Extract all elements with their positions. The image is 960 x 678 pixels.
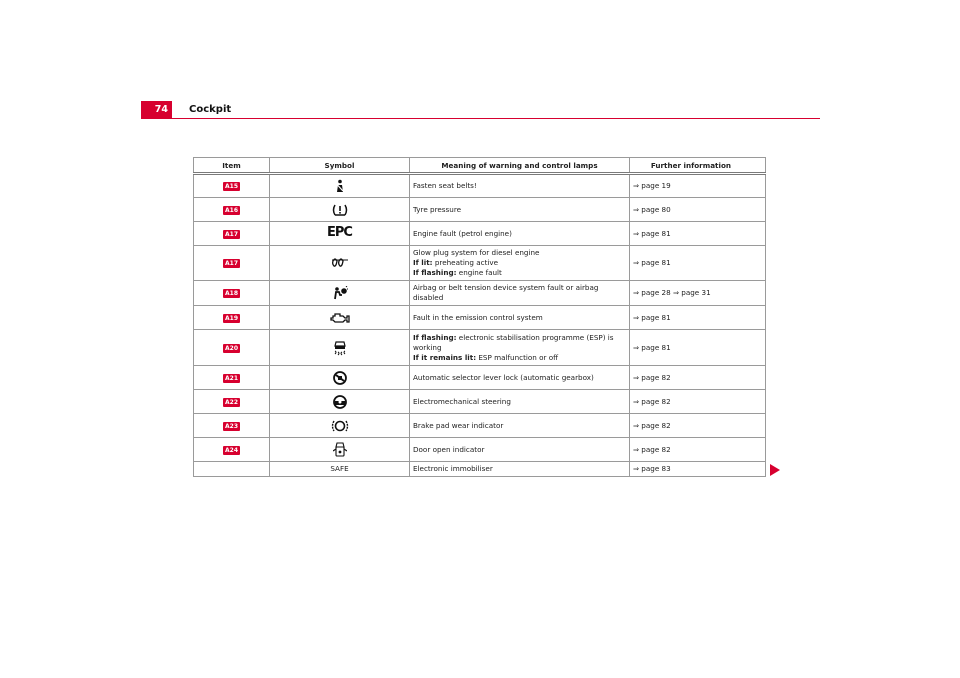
- page-reference[interactable]: ⇒ page 82: [630, 390, 766, 414]
- epc-icon: EPC: [327, 225, 352, 240]
- item-empty: [194, 462, 270, 477]
- meaning-text: Brake pad wear indicator: [410, 414, 630, 438]
- column-header-item: Item: [194, 158, 270, 174]
- table-row: [194, 414, 766, 438]
- column-header-symbol: Symbol: [270, 158, 410, 174]
- item-tag: A19: [225, 314, 238, 322]
- item-tag: A17: [225, 260, 238, 267]
- condition-text: engine fault: [456, 268, 502, 277]
- item-tag: A16: [225, 206, 238, 214]
- next-page-arrow-icon[interactable]: [770, 464, 780, 476]
- meaning-text: Fasten seat belts!: [410, 174, 630, 198]
- table-header-row: [194, 158, 766, 174]
- selector-lever-lock-icon: [273, 371, 406, 385]
- tyre-pressure-icon: [273, 203, 406, 217]
- meaning-text: Engine fault (petrol engine): [410, 222, 630, 246]
- table-row: [194, 462, 766, 477]
- meaning-line: Glow plug system for diesel engine: [413, 248, 540, 257]
- page-header: [141, 101, 820, 118]
- page-reference[interactable]: ⇒ page 81: [630, 330, 766, 366]
- condition-text: preheating active: [432, 258, 499, 267]
- meaning-text: Automatic selector lever lock (automatic gearbox): [410, 366, 630, 390]
- item-tag: A17: [225, 230, 238, 238]
- page-reference[interactable]: ⇒ page 82: [630, 414, 766, 438]
- header-divider: [141, 118, 820, 119]
- condition-label: If it remains lit:: [413, 352, 477, 362]
- page-reference[interactable]: ⇒ page 28 ⇒ page 31: [630, 281, 766, 306]
- table-row: [194, 390, 766, 414]
- condition-label: If flashing:: [413, 332, 457, 342]
- engine-emission-icon: [273, 312, 406, 324]
- meaning-text: Fault in the emission control system: [410, 306, 630, 330]
- page-reference[interactable]: ⇒ page 19: [630, 174, 766, 198]
- condition-text: ESP malfunction or off: [476, 352, 559, 362]
- item-tag: A15: [225, 183, 238, 190]
- item-tag: A20: [225, 344, 238, 352]
- glow-plug-icon: [273, 258, 406, 268]
- item-tag: A22: [225, 398, 238, 406]
- table-row: [194, 330, 766, 366]
- page-reference[interactable]: ⇒ page 81: [630, 246, 766, 281]
- airbag-icon: [273, 286, 406, 300]
- seatbelt-icon: [273, 179, 406, 193]
- chapter-title: Cockpit: [189, 104, 232, 115]
- page-reference[interactable]: ⇒ page 81: [630, 306, 766, 330]
- esp-icon: [273, 340, 406, 356]
- table-row: [194, 222, 766, 246]
- condition-text: electronic stabilisation programme (ESP) is working: [413, 332, 614, 352]
- meaning-text: [410, 330, 630, 366]
- meaning-text: Door open indicator: [410, 438, 630, 462]
- item-tag: A21: [225, 374, 238, 382]
- page-reference[interactable]: ⇒ page 83: [630, 462, 766, 477]
- meaning-text: Electronic immobiliser: [410, 462, 630, 477]
- meaning-text: Electromechanical steering: [410, 390, 630, 414]
- page-reference[interactable]: ⇒ page 81: [630, 222, 766, 246]
- brake-pad-icon: [273, 419, 406, 433]
- safe-symbol-text: SAFE: [330, 464, 349, 473]
- door-open-icon: [273, 442, 406, 458]
- item-tag: A23: [225, 422, 238, 430]
- meaning-text: Tyre pressure: [410, 198, 630, 222]
- table-row: [194, 246, 766, 281]
- page-number: 74: [141, 101, 172, 118]
- condition-label: If flashing:: [413, 268, 457, 277]
- item-tag: A24: [225, 446, 238, 454]
- condition-label: If lit:: [413, 258, 433, 267]
- table-row: [194, 306, 766, 330]
- item-tag: A18: [225, 290, 238, 297]
- column-header-meaning: Meaning of warning and control lamps: [410, 158, 630, 174]
- meaning-text: [410, 246, 630, 281]
- page-reference[interactable]: ⇒ page 80: [630, 198, 766, 222]
- meaning-text: Airbag or belt tension device system fault or airbag disabled: [410, 281, 630, 306]
- table-row: [194, 198, 766, 222]
- column-header-info: Further information: [630, 158, 766, 174]
- table-row: [194, 366, 766, 390]
- page-reference[interactable]: ⇒ page 82: [630, 366, 766, 390]
- warning-lamps-table: [193, 157, 766, 477]
- table-row: [194, 174, 766, 198]
- page-reference[interactable]: ⇒ page 82: [630, 438, 766, 462]
- table-row: [194, 438, 766, 462]
- table-row: [194, 281, 766, 306]
- steering-icon: [273, 395, 406, 409]
